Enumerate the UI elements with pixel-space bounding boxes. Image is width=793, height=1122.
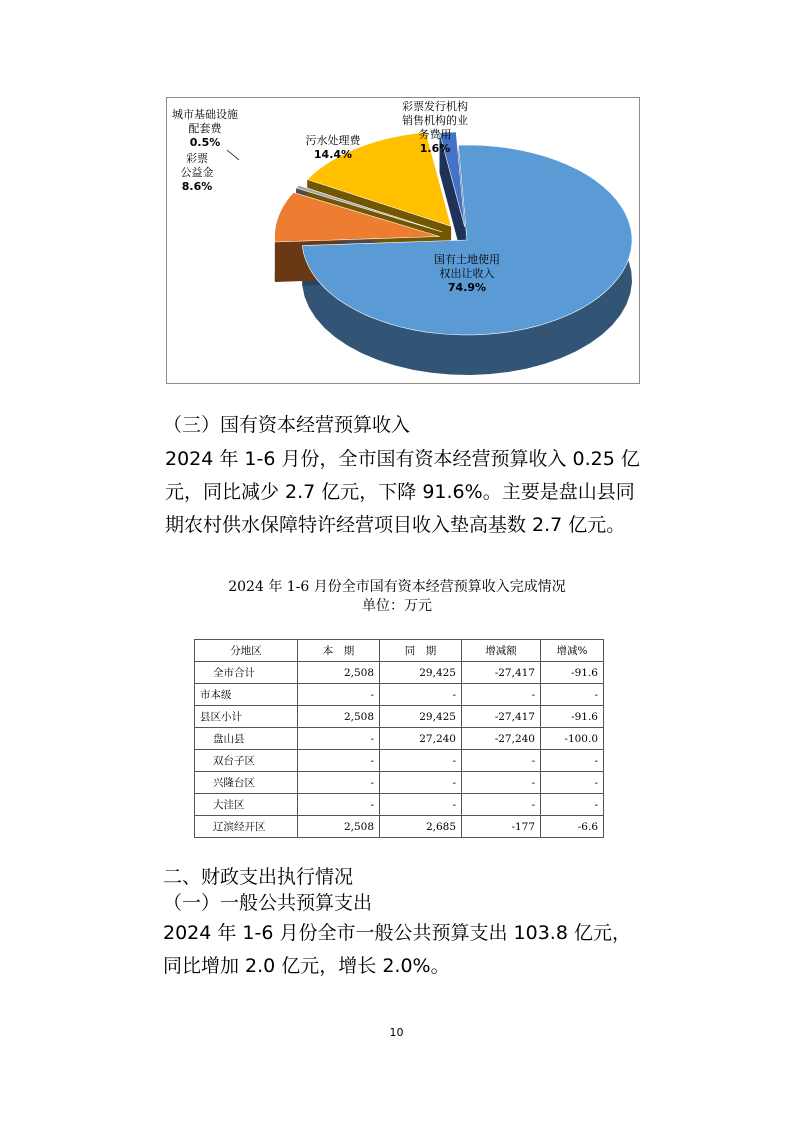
header-current-period: 本 期: [298, 640, 380, 662]
pie-value-label: 0.5%: [189, 136, 221, 149]
cell-change: -: [462, 772, 541, 794]
cell-percent: -: [541, 750, 604, 772]
pie-value-label: 74.9%: [447, 281, 487, 294]
cell-same: 29,425: [380, 662, 462, 684]
pie-leader-line: [227, 150, 239, 160]
cell-current: -: [298, 750, 380, 772]
pie-category-label: 销售机构的业: [402, 114, 468, 127]
table-row: [195, 728, 604, 750]
cell-current: 2,508: [298, 816, 380, 838]
header-change-percent: 增减%: [541, 640, 604, 662]
cell-region: 全市合计: [195, 662, 298, 684]
pie-category-label: 公益金: [180, 166, 214, 179]
cell-region: 双台子区: [195, 750, 298, 772]
pie-category-label: 务费用: [418, 128, 452, 141]
pie-category-label: 国有土地使用: [434, 253, 500, 266]
pie-value-label: 1.6%: [419, 142, 451, 155]
pie-category-label: 污水处理费: [305, 134, 361, 147]
state-capital-paragraph-text: 2024 年 1-6 月份，全市国有资本经营预算收入 0.25 亿元，同比减少 2.7 亿元，下降 91.6%。主要是盘山县同期农村供水保障特许经营项目收入垫高基数 2.7 亿元。: [165, 448, 640, 536]
header-change-amount: 增减额: [462, 640, 541, 662]
pie-chart: [167, 98, 639, 383]
pie-category-label: 彩票发行机构: [402, 100, 468, 113]
cell-percent: -: [541, 684, 604, 706]
cell-percent: -91.6: [541, 662, 604, 684]
cell-same: 29,425: [380, 706, 462, 728]
page-number: 10: [389, 1026, 404, 1039]
cell-change: -: [462, 684, 541, 706]
cell-change: -: [462, 794, 541, 816]
section-heading-expenditure: 二、财政支出执行情况: [163, 866, 354, 888]
cell-change: -177: [462, 816, 541, 838]
state-capital-budget-table: [194, 639, 604, 838]
pie-category-label: 城市基础设施: [172, 108, 238, 121]
table-title: 2024 年 1-6 月份全市国有资本经营预算收入完成情况: [228, 579, 566, 595]
table-row: [195, 816, 604, 838]
cell-percent: -: [541, 772, 604, 794]
general-budget-paragraph: [163, 917, 643, 983]
pie-category-label: 配套费: [188, 122, 222, 135]
cell-percent: -: [541, 794, 604, 816]
table-row: [195, 750, 604, 772]
table-caption: [150, 578, 644, 616]
cell-change: -: [462, 750, 541, 772]
header-same-period: 同 期: [380, 640, 462, 662]
cell-current: -: [298, 728, 380, 750]
cell-change: -27,240: [462, 728, 541, 750]
cell-current: -: [298, 772, 380, 794]
sub-heading-general-budget: （一）一般公共预算支出: [163, 892, 373, 914]
table-header-row: [195, 640, 604, 662]
pie-category-label: 权出让收入: [439, 267, 495, 280]
cell-region: 盘山县: [195, 728, 298, 750]
table-row: [195, 706, 604, 728]
cell-percent: -100.0: [541, 728, 604, 750]
cell-change: -27,417: [462, 706, 541, 728]
pie-chart-frame: [166, 97, 640, 384]
cell-percent: -91.6: [541, 706, 604, 728]
cell-region: 兴隆台区: [195, 772, 298, 794]
cell-same: -: [380, 684, 462, 706]
pie-value-label: 8.6%: [181, 180, 213, 193]
cell-same: -: [380, 794, 462, 816]
state-capital-paragraph: [163, 443, 643, 542]
cell-current: 2,508: [298, 706, 380, 728]
table-row: [195, 772, 604, 794]
cell-same: 2,685: [380, 816, 462, 838]
pie-category-label: 彩票: [186, 152, 208, 165]
table-unit: 单位：万元: [362, 598, 432, 614]
cell-percent: -6.6: [541, 816, 604, 838]
cell-change: -27,417: [462, 662, 541, 684]
cell-same: 27,240: [380, 728, 462, 750]
general-budget-paragraph-text: 2024 年 1-6 月份全市一般公共预算支出 103.8 亿元，同比增加 2.0 亿元，增长 2.0%。: [163, 922, 631, 977]
table-row: [195, 794, 604, 816]
cell-region: 县区小计: [195, 706, 298, 728]
table-row: [195, 662, 604, 684]
cell-same: -: [380, 750, 462, 772]
cell-region: 辽滨经开区: [195, 816, 298, 838]
cell-region: 大洼区: [195, 794, 298, 816]
cell-same: -: [380, 772, 462, 794]
cell-region: 市本级: [195, 684, 298, 706]
cell-current: 2,508: [298, 662, 380, 684]
table-row: [195, 684, 604, 706]
cell-current: -: [298, 794, 380, 816]
section-heading-state-capital: （三）国有资本经营预算收入: [163, 414, 411, 436]
pie-value-label: 14.4%: [313, 148, 353, 161]
header-region: 分地区: [195, 640, 298, 662]
cell-current: -: [298, 684, 380, 706]
